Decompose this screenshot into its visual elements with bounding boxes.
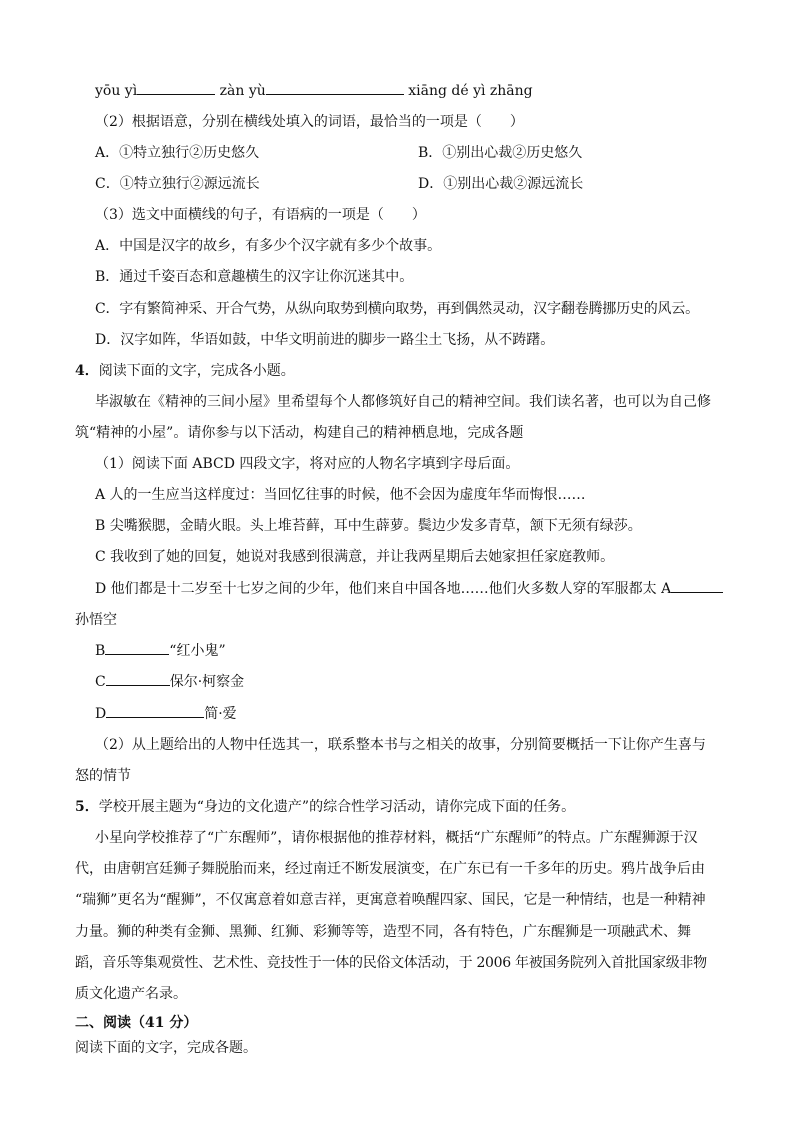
question-text: 阅读下面的文字，完成各小题。 <box>98 363 295 379</box>
q3-2-option-c: C．①特立独行②源远流长 <box>95 176 260 192</box>
q5-paragraph-line-1: 小星向学校推荐了“广东醒师”，请你根据他的推荐材料，概括“广东醒师”的特点。广东醒狮源于汉 <box>95 830 698 846</box>
q5-paragraph-line-3: “瑞狮”更名为“醒狮”，不仅寓意着如意吉祥，更寓意着唤醒四家、国民，它是一种情结，也是一种精神 <box>75 892 706 908</box>
q3-3-option-b: B．通过千姿百态和意趣横生的汉字让你沉迷其中。 <box>95 269 414 285</box>
passage-d-text: D 他们都是十二岁至十七岁之间的少年，他们来自中国各地……他们火多数人穿的军服都太 A <box>95 581 672 597</box>
q3-3-option-c: C．字有繁简神采、开合气势，从纵向取势到横向取势，再到偶然灵动，汉字翻卷腾挪历史的风云。 <box>95 301 699 317</box>
pinyin-line <box>95 80 533 102</box>
q4-sub2-line-2: 怒的情节 <box>75 768 131 784</box>
q4-intro-line-1: 毕淑敏在《精神的三间小屋》里希望每个人都修筑好自己的精神空间。我们读名著，也可以为自己修 <box>95 394 711 410</box>
q5-paragraph-line-2: 代，由唐朝宫廷狮子舞脱胎而来，经过南迁不断发展演变，在广东已有一千多年的历史。鸦片战争后由 <box>75 861 705 877</box>
pinyin-2: zàn yù <box>219 83 266 99</box>
q4-passage-a: A 人的一生应当这样度过：当回忆往事的时候，他不会因为虚度年华而悔恨…… <box>95 487 586 503</box>
q4-passage-c: C 我收到了她的回复，她说对我感到很满意，并让我两星期后去她家担任家庭教师。 <box>95 549 615 565</box>
q3-3-option-a: A．中国是汉字的故乡，有多少个汉字就有多少个故事。 <box>95 238 442 254</box>
answer-c-line <box>95 671 244 693</box>
answer-d-line <box>95 703 237 725</box>
answer-blank[interactable] <box>671 578 723 593</box>
pinyin-3: xiāng dé yì zhāng <box>408 83 533 99</box>
answer-blank[interactable] <box>105 640 169 655</box>
q4-sub1-stem: （1）阅读下面 ABCD 四段文字，将对应的人物名字填到字母后面。 <box>95 456 520 472</box>
question-number: 4． <box>75 363 99 379</box>
q4-sub2-line-1: （2）从上题给出的人物中任选其一，联系整本书与之相关的故事，分别简要概括一下让你产生喜与 <box>95 737 706 753</box>
q3-3-stem: （3）选文中面横线的句子，有语病的一项是（ ） <box>95 207 426 223</box>
q5-paragraph-line-4: 力量。狮的种类有金狮、黑狮、红狮、彩狮等等，造型不同，各有特色，广东醒狮是一项融武术、舞 <box>75 924 691 940</box>
answer-d-label: D <box>95 706 107 722</box>
q4-passage-b: B 尖嘴猴腮，金睛火眼。头上堆苔藓，耳中生薜萝。鬓边少发多青草，颔下无须有绿莎。 <box>95 518 642 534</box>
question-4-title <box>75 360 295 382</box>
answer-blank[interactable] <box>106 671 170 686</box>
q3-2-option-d: D．①别出心裁②源远流长 <box>418 176 584 192</box>
q3-2-option-b: B．①别出心裁②历史悠久 <box>418 145 583 161</box>
answer-a-name: 孙悟空 <box>75 612 117 628</box>
question-5-title <box>75 796 575 818</box>
section-heading: 二、阅读（41 分） <box>75 1015 198 1031</box>
answer-c-name: 保尔·柯察金 <box>169 674 245 690</box>
q3-2-option-a: A．①特立独行②历史悠久 <box>95 145 260 161</box>
answer-c-label: C <box>95 674 106 690</box>
answer-blank[interactable] <box>106 703 204 718</box>
q3-2-stem: （2）根据语意，分别在横线处填入的词语，最恰当的一项是（ ） <box>95 114 524 130</box>
answer-blank[interactable] <box>137 80 215 95</box>
answer-b-line <box>95 640 226 662</box>
q3-3-option-d: D．汉字如阵，华语如鼓，中华文明前进的脚步一路尘土飞扬，从不踌躇。 <box>95 332 555 348</box>
q4-intro-line-2: 筑“精神的小屋”。请你参与以下活动，构建自己的精神栖息地，完成各题 <box>75 425 524 441</box>
answer-blank[interactable] <box>266 80 404 95</box>
q5-paragraph-line-6: 质文化遗产名录。 <box>75 986 187 1002</box>
pinyin-1: yōu yì <box>95 83 138 99</box>
question-text: 学校开展主题为“身边的文化遗产”的综合性学习活动，请你完成下面的任务。 <box>98 799 576 815</box>
q4-passage-d <box>95 578 723 600</box>
question-number: 5． <box>75 799 99 815</box>
answer-b-label: B <box>95 643 106 659</box>
q5-paragraph-line-5: 蹈，音乐等集观赏性、艺术性、竞技性于一体的民俗文体活动，于 2006 年被国务院列入首批国家级非物 <box>75 955 707 971</box>
section-intro: 阅读下面的文字，完成各题。 <box>75 1040 257 1056</box>
answer-d-name: 简·爱 <box>204 706 237 722</box>
answer-b-name: “红小鬼” <box>169 643 226 659</box>
